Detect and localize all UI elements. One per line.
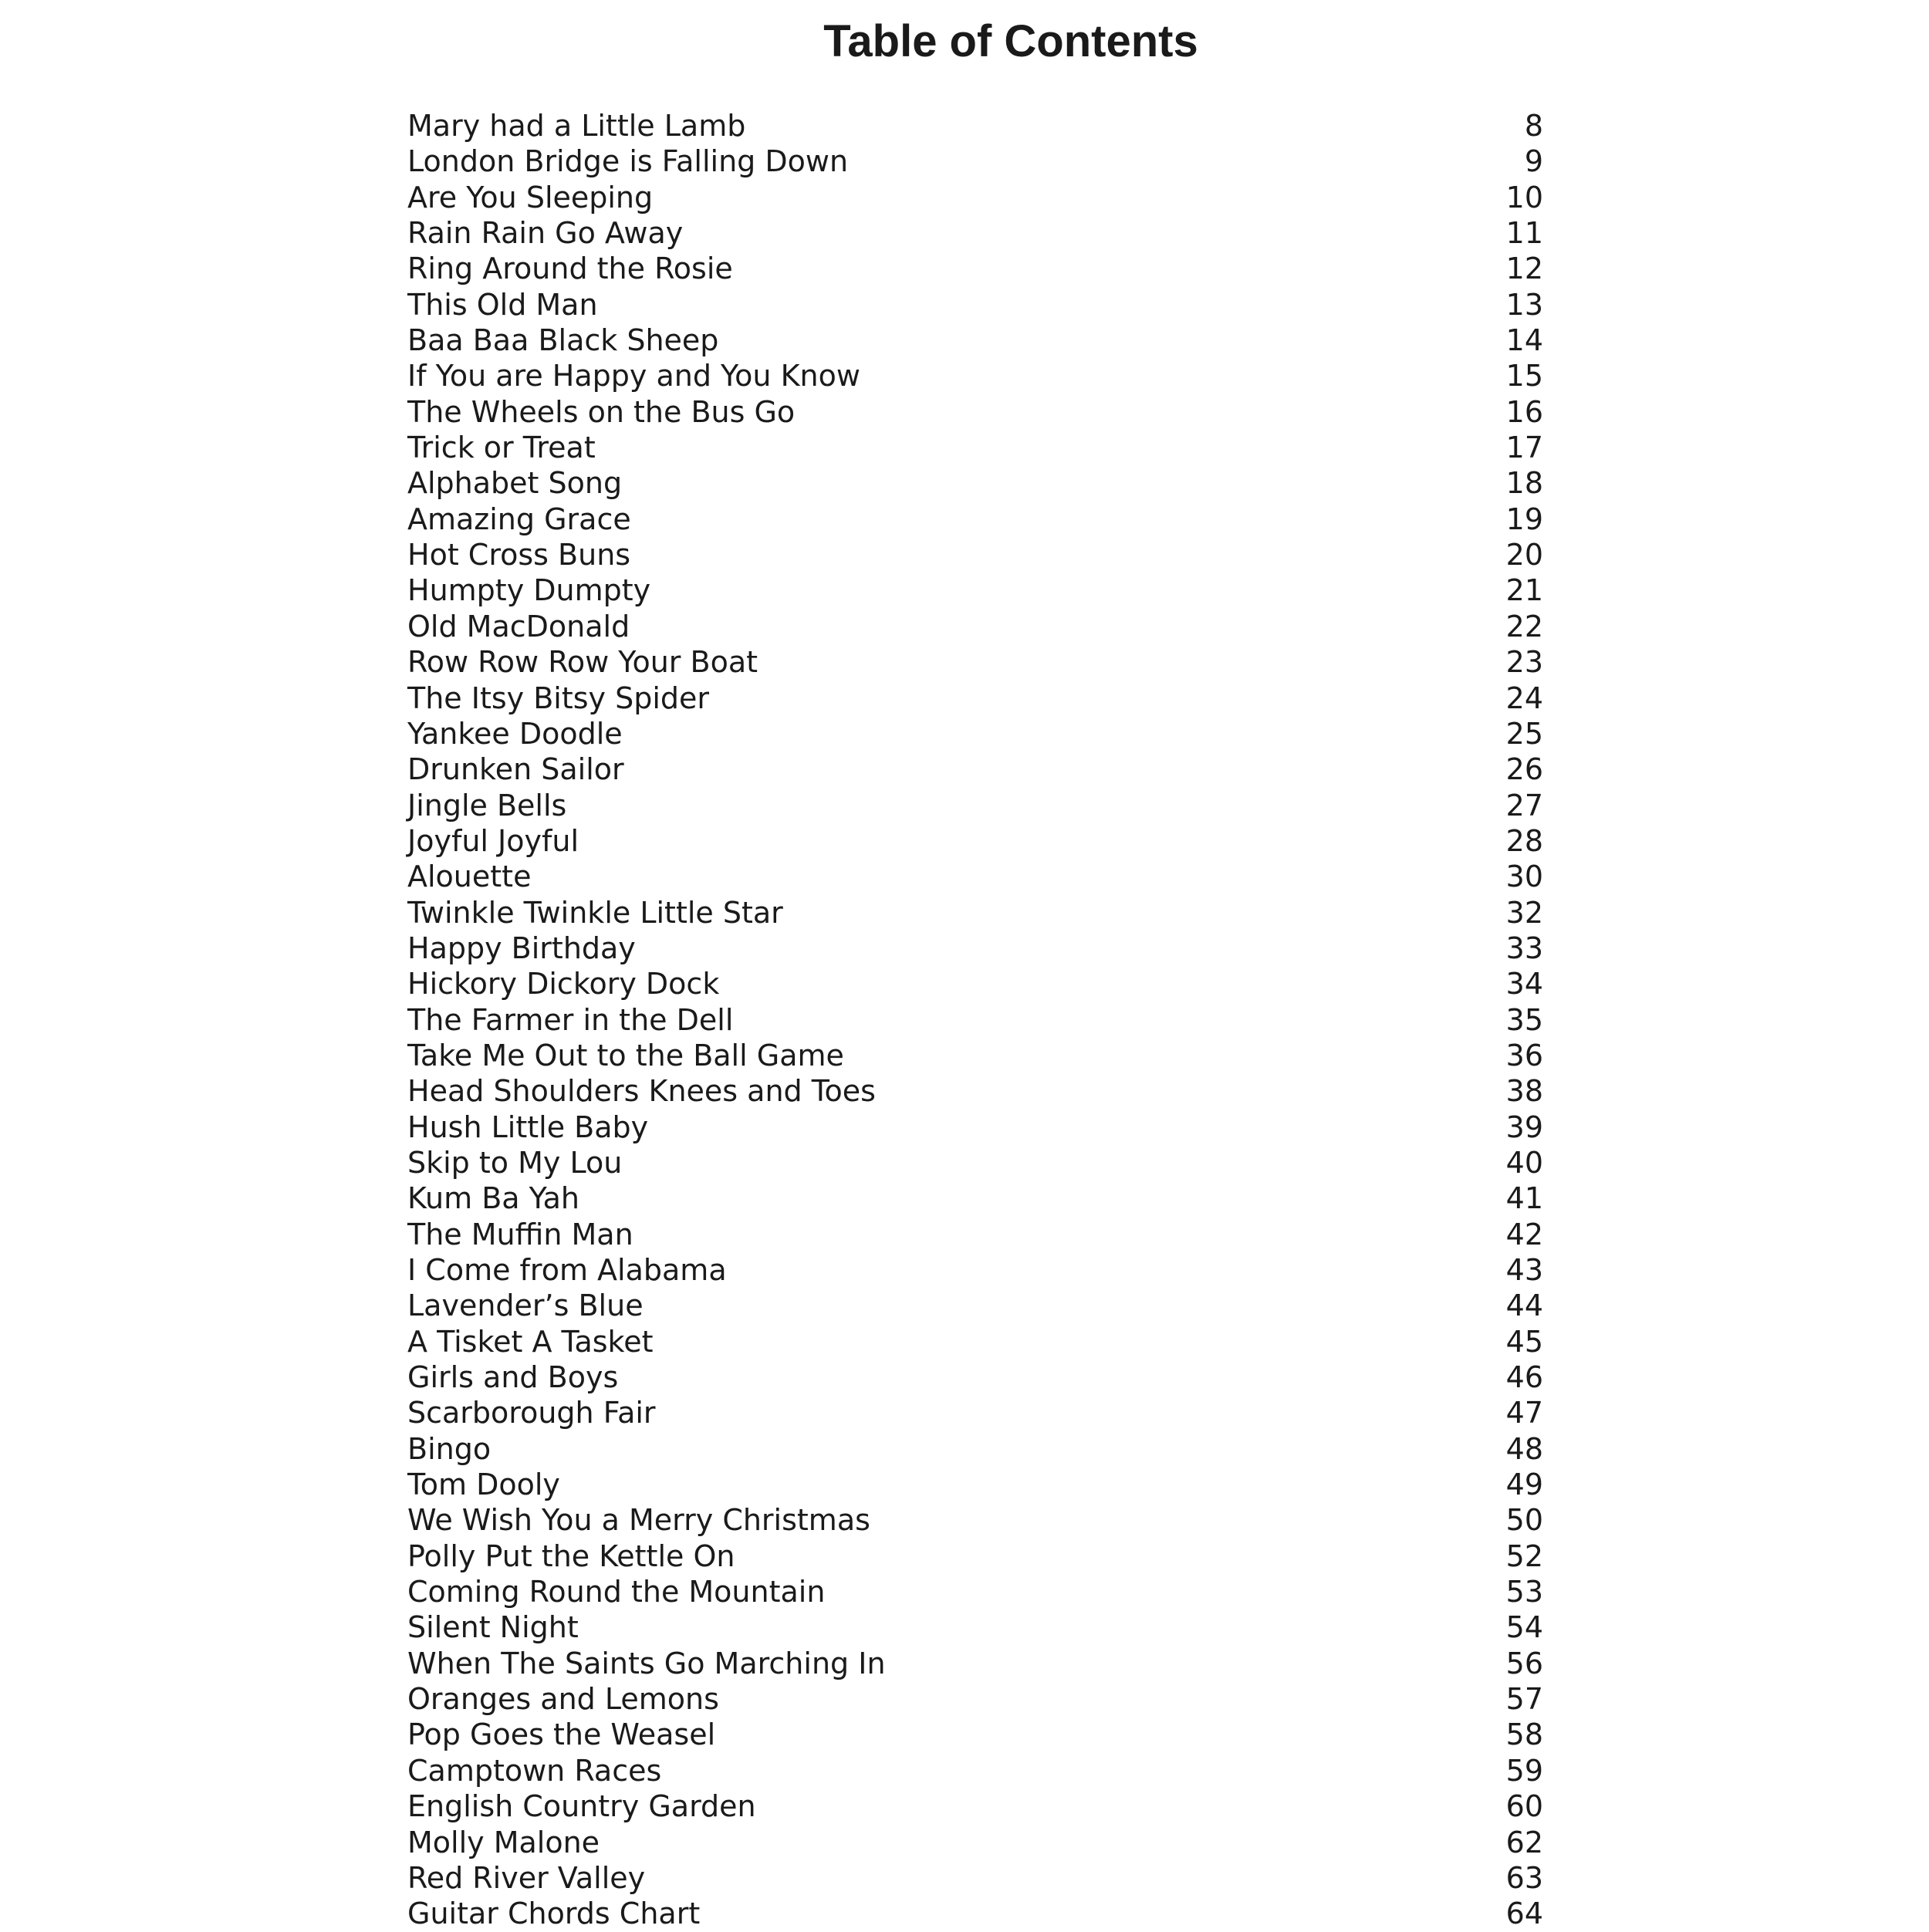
toc-entry-page-number: 58 bbox=[1505, 1718, 1543, 1752]
toc-entry-page-number: 35 bbox=[1505, 1002, 1543, 1037]
toc-entry-page-number: 36 bbox=[1505, 1038, 1543, 1072]
toc-entry-title: Coming Round the Mountain bbox=[407, 1575, 826, 1609]
toc-entry-page-number: 18 bbox=[1505, 466, 1543, 501]
toc-entry-page-number: 62 bbox=[1505, 1825, 1543, 1859]
toc-entry bbox=[407, 1860, 1543, 1896]
toc-entry-page-number: 10 bbox=[1505, 180, 1543, 214]
toc-entry-title: Hickory Dickory Dock bbox=[407, 967, 720, 1001]
toc-entry bbox=[407, 358, 1543, 393]
toc-entry-title: Are You Sleeping bbox=[407, 180, 654, 214]
toc-entry bbox=[407, 1788, 1543, 1824]
toc-entry-page-number: 43 bbox=[1505, 1253, 1543, 1287]
toc-entry-page-number: 34 bbox=[1505, 967, 1543, 1001]
toc-entry bbox=[407, 1467, 1543, 1502]
toc-entry bbox=[407, 465, 1543, 501]
toc-entry-page-number: 9 bbox=[1524, 144, 1543, 179]
toc-entry-page-number: 38 bbox=[1505, 1074, 1543, 1109]
toc-entry-title: Yankee Doodle bbox=[407, 716, 623, 751]
toc-entry bbox=[407, 1324, 1543, 1359]
toc-entry-title: When The Saints Go Marching In bbox=[407, 1646, 886, 1680]
toc-entry-title: Rain Rain Go Away bbox=[407, 216, 684, 251]
toc-entry-page-number: 57 bbox=[1505, 1682, 1543, 1717]
toc-entry-title: Happy Birthday bbox=[407, 931, 636, 965]
toc-entry-page-number: 16 bbox=[1505, 394, 1543, 429]
toc-entry bbox=[407, 1038, 1543, 1073]
toc-entry-page-number: 12 bbox=[1505, 252, 1543, 286]
toc-entry-page-number: 60 bbox=[1505, 1789, 1543, 1824]
toc-entry-title: Molly Malone bbox=[407, 1825, 600, 1859]
toc-entry-title: Mary had a Little Lamb bbox=[407, 109, 746, 143]
toc-entry-title: Baa Baa Black Sheep bbox=[407, 323, 719, 358]
toc-entry bbox=[407, 1502, 1543, 1538]
toc-entry bbox=[407, 1431, 1543, 1467]
toc-entry bbox=[407, 1002, 1543, 1038]
toc-entry-page-number: 59 bbox=[1505, 1753, 1543, 1788]
toc-entry-title: London Bridge is Falling Down bbox=[407, 144, 849, 179]
toc-entry bbox=[407, 287, 1543, 323]
toc-entry bbox=[407, 180, 1543, 215]
toc-entry bbox=[407, 1145, 1543, 1180]
toc-entry-title: Jingle Bells bbox=[407, 788, 567, 822]
toc-entry-title: Camptown Races bbox=[407, 1753, 662, 1788]
toc-entry-page-number: 15 bbox=[1505, 359, 1543, 393]
toc-entry-title: Girls and Boys bbox=[407, 1360, 619, 1395]
toc-entry-title: Take Me Out to the Ball Game bbox=[407, 1038, 844, 1072]
toc-entry-title: Lavender’s Blue bbox=[407, 1289, 644, 1323]
toc-entry bbox=[407, 1753, 1543, 1788]
toc-entry-page-number: 24 bbox=[1505, 681, 1543, 715]
toc-entry bbox=[407, 1252, 1543, 1288]
toc-entry bbox=[407, 716, 1543, 752]
toc-entry-title: Scarborough Fair bbox=[407, 1396, 656, 1430]
toc-entry-title: Joyful Joyful bbox=[407, 823, 579, 858]
toc-entry bbox=[407, 323, 1543, 358]
toc-entry-page-number: 32 bbox=[1505, 895, 1543, 930]
toc-entry-title: The Wheels on the Bus Go bbox=[407, 394, 796, 429]
toc-entry-page-number: 14 bbox=[1505, 323, 1543, 358]
toc-entry-title: Humpty Dumpty bbox=[407, 573, 651, 608]
toc-entry bbox=[407, 788, 1543, 823]
toc-entry-page-number: 54 bbox=[1505, 1610, 1543, 1645]
toc-entry bbox=[407, 430, 1543, 465]
toc-entry-title: Hush Little Baby bbox=[407, 1110, 649, 1144]
toc-entry-page-number: 45 bbox=[1505, 1324, 1543, 1359]
toc-entry-title: Ring Around the Rosie bbox=[407, 252, 733, 286]
toc-entry-page-number: 52 bbox=[1505, 1539, 1543, 1573]
toc-entry bbox=[407, 1609, 1543, 1645]
toc-entry-title: Polly Put the Kettle On bbox=[407, 1539, 735, 1573]
toc-entry-page-number: 47 bbox=[1505, 1396, 1543, 1430]
toc-entry bbox=[407, 644, 1543, 680]
toc-entry-title: Alouette bbox=[407, 860, 532, 894]
toc-entry-page-number: 33 bbox=[1505, 931, 1543, 965]
toc-entry-title: English Country Garden bbox=[407, 1789, 756, 1824]
toc-entry-title: The Muffin Man bbox=[407, 1217, 633, 1251]
toc-entry-page-number: 56 bbox=[1505, 1646, 1543, 1680]
toc-entry-title: Guitar Chords Chart bbox=[407, 1897, 701, 1931]
toc-entry-page-number: 25 bbox=[1505, 716, 1543, 751]
toc-entry-title: Pop Goes the Weasel bbox=[407, 1718, 716, 1752]
toc-entry-page-number: 19 bbox=[1505, 502, 1543, 536]
toc-entry-page-number: 41 bbox=[1505, 1181, 1543, 1216]
toc-entry-page-number: 46 bbox=[1505, 1360, 1543, 1395]
toc-entry bbox=[407, 609, 1543, 644]
toc-entry-page-number: 48 bbox=[1505, 1431, 1543, 1466]
toc-entry-page-number: 64 bbox=[1505, 1897, 1543, 1931]
toc-entry bbox=[407, 215, 1543, 251]
toc-entry-page-number: 49 bbox=[1505, 1468, 1543, 1502]
toc-entry bbox=[407, 502, 1543, 537]
toc-entry-page-number: 26 bbox=[1505, 752, 1543, 787]
toc-entry bbox=[407, 1180, 1543, 1216]
toc-entry-title: Oranges and Lemons bbox=[407, 1682, 719, 1717]
toc-entry-page-number: 17 bbox=[1505, 431, 1543, 465]
toc-entry-page-number: 20 bbox=[1505, 538, 1543, 573]
toc-entry bbox=[407, 1717, 1543, 1752]
toc-entry-title: Amazing Grace bbox=[407, 502, 631, 536]
toc-entry bbox=[407, 1574, 1543, 1609]
toc-entry-title: The Itsy Bitsy Spider bbox=[407, 681, 710, 715]
toc-entry-title: Silent Night bbox=[407, 1610, 579, 1645]
toc-entry-page-number: 63 bbox=[1505, 1860, 1543, 1895]
toc-entry-title: I Come from Alabama bbox=[407, 1253, 727, 1287]
toc-entry-page-number: 44 bbox=[1505, 1289, 1543, 1323]
toc-entry-title: Drunken Sailor bbox=[407, 752, 624, 787]
toc-entry-title: Alphabet Song bbox=[407, 466, 623, 501]
toc-entry-page-number: 23 bbox=[1505, 645, 1543, 680]
toc-entry bbox=[407, 1359, 1543, 1395]
toc-entry-title: Row Row Row Your Boat bbox=[407, 645, 758, 680]
toc-entry bbox=[407, 1217, 1543, 1252]
toc-entry bbox=[407, 966, 1543, 1001]
toc-entry bbox=[407, 1288, 1543, 1323]
toc-entry-page-number: 11 bbox=[1505, 216, 1543, 251]
toc-entry-title: Hot Cross Buns bbox=[407, 538, 631, 573]
page-title: Table of Contents bbox=[823, 16, 1198, 66]
toc-entry bbox=[407, 823, 1543, 859]
toc-entry bbox=[407, 859, 1543, 894]
toc-entry-title: We Wish You a Merry Christmas bbox=[407, 1503, 870, 1538]
toc-entry-title: Twinkle Twinkle Little Star bbox=[407, 895, 783, 930]
toc-entry bbox=[407, 573, 1543, 608]
toc-entry bbox=[407, 1395, 1543, 1430]
toc-entry bbox=[407, 895, 1543, 931]
toc-entry-title: The Farmer in the Dell bbox=[407, 1002, 734, 1037]
toc-entry-page-number: 13 bbox=[1505, 287, 1543, 322]
toc-entry bbox=[407, 1825, 1543, 1860]
toc-entry-page-number: 30 bbox=[1505, 860, 1543, 894]
toc-entry-title: Head Shoulders Knees and Toes bbox=[407, 1074, 876, 1109]
toc-entry-title: Tom Dooly bbox=[407, 1468, 560, 1502]
toc-entry-page-number: 8 bbox=[1524, 109, 1543, 143]
toc-entry bbox=[407, 931, 1543, 966]
toc-entry bbox=[407, 251, 1543, 286]
toc-entry bbox=[407, 1896, 1543, 1931]
toc-entry-title: Skip to My Lou bbox=[407, 1145, 623, 1180]
toc-entry-page-number: 22 bbox=[1505, 609, 1543, 643]
toc-entry-title: If You are Happy and You Know bbox=[407, 359, 860, 393]
toc-entry bbox=[407, 752, 1543, 787]
toc-entry-page-number: 40 bbox=[1505, 1145, 1543, 1180]
toc-entry-title: Old MacDonald bbox=[407, 609, 630, 643]
toc-entry bbox=[407, 537, 1543, 573]
toc-entry bbox=[407, 394, 1543, 430]
toc-entry bbox=[407, 144, 1543, 179]
toc-entry bbox=[407, 1681, 1543, 1717]
toc-entry-page-number: 53 bbox=[1505, 1575, 1543, 1609]
toc-entry-page-number: 42 bbox=[1505, 1217, 1543, 1251]
toc-entry bbox=[407, 1073, 1543, 1109]
toc-entry-page-number: 28 bbox=[1505, 823, 1543, 858]
toc-entry bbox=[407, 681, 1543, 716]
toc-entry-title: Trick or Treat bbox=[407, 431, 596, 465]
toc-entry-title: Red River Valley bbox=[407, 1860, 646, 1895]
toc-entry bbox=[407, 1110, 1543, 1145]
toc-list bbox=[407, 108, 1543, 1932]
toc-entry-title: Kum Ba Yah bbox=[407, 1181, 579, 1216]
toc-entry-page-number: 50 bbox=[1505, 1503, 1543, 1538]
toc-entry-page-number: 27 bbox=[1505, 788, 1543, 822]
toc-entry-title: This Old Man bbox=[407, 287, 598, 322]
toc-entry-title: Bingo bbox=[407, 1431, 492, 1466]
toc-entry bbox=[407, 108, 1543, 144]
toc-entry-page-number: 39 bbox=[1505, 1110, 1543, 1144]
toc-entry bbox=[407, 1539, 1543, 1574]
toc-entry-title: A Tisket A Tasket bbox=[407, 1324, 654, 1359]
toc-entry-page-number: 21 bbox=[1505, 573, 1543, 608]
toc-entry bbox=[407, 1646, 1543, 1681]
